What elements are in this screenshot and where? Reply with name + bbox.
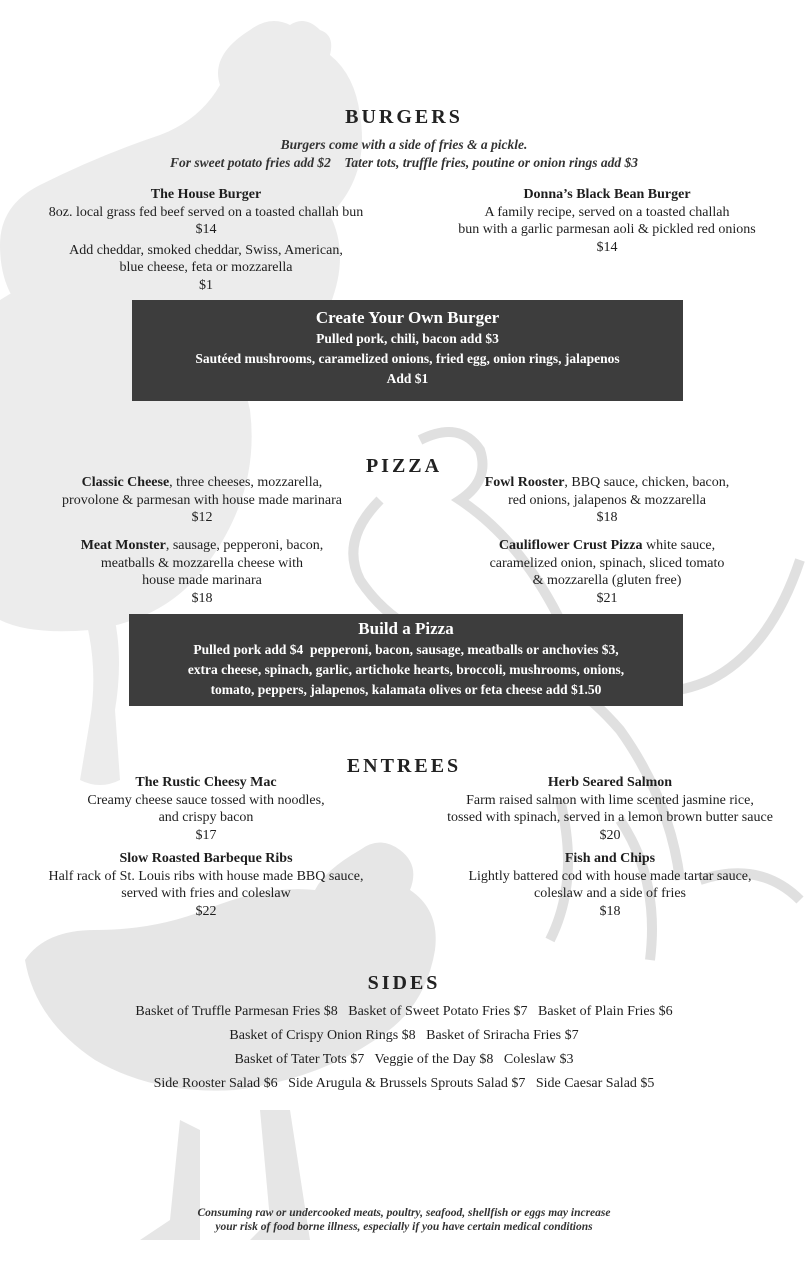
meat-monster-desc-3: house made marinara bbox=[142, 573, 262, 588]
house-burger-add-price: $1 bbox=[199, 277, 213, 293]
build-pizza-line-3: tomato, peppers, jalapenos, kalamata olives or feta cheese add $1.50 bbox=[210, 682, 602, 697]
fowl-rooster-price: $18 bbox=[596, 510, 618, 525]
mac-name: The Rustic Cheesy Mac bbox=[135, 775, 277, 790]
sides-list bbox=[0, 1000, 808, 1096]
create-burger-line-2: Sautéed mushrooms, caramelized onions, fried egg, onion rings, jalapenos bbox=[195, 351, 620, 366]
burgers-title: BURGERS bbox=[345, 106, 463, 128]
mac-price: $17 bbox=[195, 827, 217, 843]
herb-seared-salmon bbox=[412, 774, 808, 844]
fowl-rooster-desc-2: red onions, jalapenos & mozzarella bbox=[508, 492, 706, 508]
mac-desc-1: Creamy cheese sauce tossed with noodles, bbox=[87, 792, 325, 808]
food-safety-disclaimer bbox=[0, 1206, 808, 1234]
donna-burger bbox=[416, 186, 798, 256]
donna-burger-name: Donna’s Black Bean Burger bbox=[523, 187, 691, 202]
meat-monster-pizza bbox=[0, 537, 404, 607]
classic-cheese-desc-2: provolone & parmesan with house made marinara bbox=[62, 492, 342, 508]
cauliflower-desc-1: white sauce, bbox=[642, 538, 716, 553]
classic-cheese-desc-1: , three cheeses, mozzarella, bbox=[169, 475, 323, 490]
sides-line-2: Basket of Crispy Onion Rings $8 Basket of Sriracha Fries $7 bbox=[229, 1028, 579, 1043]
sides-line-1: Basket of Truffle Parmesan Fries $8 Basket of Sweet Potato Fries $7 Basket of Plain Fries $6 bbox=[135, 1004, 673, 1019]
house-burger bbox=[0, 186, 412, 294]
fish-price: $18 bbox=[599, 903, 621, 919]
create-burger-line-3: Add $1 bbox=[386, 371, 429, 386]
donna-burger-desc-1: A family recipe, served on a toasted challah bbox=[484, 204, 730, 220]
disclaimer-line-2: your risk of food borne illness, especially if you have certain medical conditions bbox=[215, 1221, 593, 1233]
cauliflower-name: Cauliflower Crust Pizza bbox=[498, 538, 643, 553]
house-burger-desc: 8oz. local grass fed beef served on a toasted challah bun bbox=[48, 204, 364, 220]
sides-title: SIDES bbox=[367, 972, 441, 994]
build-pizza-line-1: Pulled pork add $4 pepperoni, bacon, sausage, meatballs or anchovies $3, bbox=[193, 642, 619, 657]
build-pizza-title: Build a Pizza bbox=[358, 619, 454, 638]
create-burger-line-1: Pulled pork, chili, bacon add $3 bbox=[316, 331, 499, 346]
barbeque-ribs bbox=[0, 850, 412, 920]
cauliflower-desc-3: & mozzarella (gluten free) bbox=[532, 573, 682, 588]
sides-line-4: Side Rooster Salad $6 Side Arugula & Brussels Sprouts Salad $7 Side Caesar Salad $5 bbox=[153, 1076, 655, 1091]
meat-monster-desc-1: , sausage, pepperoni, bacon, bbox=[165, 538, 324, 553]
ribs-name: Slow Roasted Barbeque Ribs bbox=[119, 851, 293, 866]
build-pizza-line-2: extra cheese, spinach, garlic, artichoke hearts, broccoli, mushrooms, onions, bbox=[187, 662, 625, 677]
ribs-desc-1: Half rack of St. Louis ribs with house made BBQ sauce, bbox=[48, 868, 364, 884]
salmon-name: Herb Seared Salmon bbox=[547, 775, 673, 790]
salmon-desc-1: Farm raised salmon with lime scented jasmine rice, bbox=[466, 792, 754, 808]
fish-desc-2: coleslaw and a side of fries bbox=[534, 886, 686, 901]
mac-desc-2: and crispy bacon bbox=[158, 810, 254, 825]
classic-cheese-name: Classic Cheese bbox=[81, 475, 170, 490]
cauliflower-desc-2: caramelized onion, spinach, sliced tomato bbox=[489, 555, 725, 571]
house-burger-name: The House Burger bbox=[150, 187, 262, 202]
house-burger-add-1: Add cheddar, smoked cheddar, Swiss, American, bbox=[69, 242, 343, 258]
burgers-note-1: Burgers come with a side of fries & a pickle. bbox=[280, 137, 528, 152]
cauliflower-crust-pizza bbox=[412, 537, 802, 607]
build-a-pizza-box bbox=[129, 614, 683, 706]
ribs-desc-2: served with fries and coleslaw bbox=[121, 886, 291, 901]
donna-burger-desc-2: bun with a garlic parmesan aoli & pickled red onions bbox=[458, 222, 756, 237]
fish-and-chips bbox=[412, 850, 808, 920]
house-burger-add-2: blue cheese, feta or mozzarella bbox=[119, 260, 293, 275]
house-burger-price: $14 bbox=[195, 222, 217, 237]
classic-cheese-pizza bbox=[0, 474, 404, 527]
pizza-title: PIZZA bbox=[365, 455, 443, 477]
fish-desc-1: Lightly battered cod with house made tartar sauce, bbox=[468, 868, 752, 884]
sides-line-3: Basket of Tater Tots $7 Veggie of the Day $8 Coleslaw $3 bbox=[234, 1052, 574, 1067]
fish-name: Fish and Chips bbox=[564, 851, 656, 866]
salmon-desc-2: tossed with spinach, served in a lemon brown butter sauce bbox=[447, 810, 773, 825]
cauliflower-price: $21 bbox=[596, 590, 618, 606]
create-burger-title: Create Your Own Burger bbox=[315, 308, 500, 327]
fowl-rooster-desc-1: , BBQ sauce, chicken, bacon, bbox=[564, 475, 730, 490]
salmon-price: $20 bbox=[599, 827, 621, 843]
fowl-rooster-name: Fowl Rooster bbox=[484, 475, 565, 490]
create-your-own-burger-box bbox=[132, 300, 683, 401]
meat-monster-desc-2: meatballs & mozzarella cheese with bbox=[100, 555, 304, 571]
ribs-price: $22 bbox=[195, 903, 217, 919]
donna-burger-price: $14 bbox=[596, 239, 618, 255]
rustic-cheesy-mac bbox=[0, 774, 412, 844]
meat-monster-name: Meat Monster bbox=[80, 538, 166, 553]
fowl-rooster-pizza bbox=[412, 474, 802, 527]
disclaimer-line-1: Consuming raw or undercooked meats, poultry, seafood, shellfish or eggs may increase bbox=[197, 1207, 611, 1219]
burgers-note-2: For sweet potato fries add $2 Tater tots, truffle fries, poutine or onion rings add $3 bbox=[169, 155, 639, 170]
entrees-title: ENTREES bbox=[346, 755, 462, 777]
meat-monster-price: $18 bbox=[191, 590, 213, 606]
classic-cheese-price: $12 bbox=[191, 510, 213, 525]
